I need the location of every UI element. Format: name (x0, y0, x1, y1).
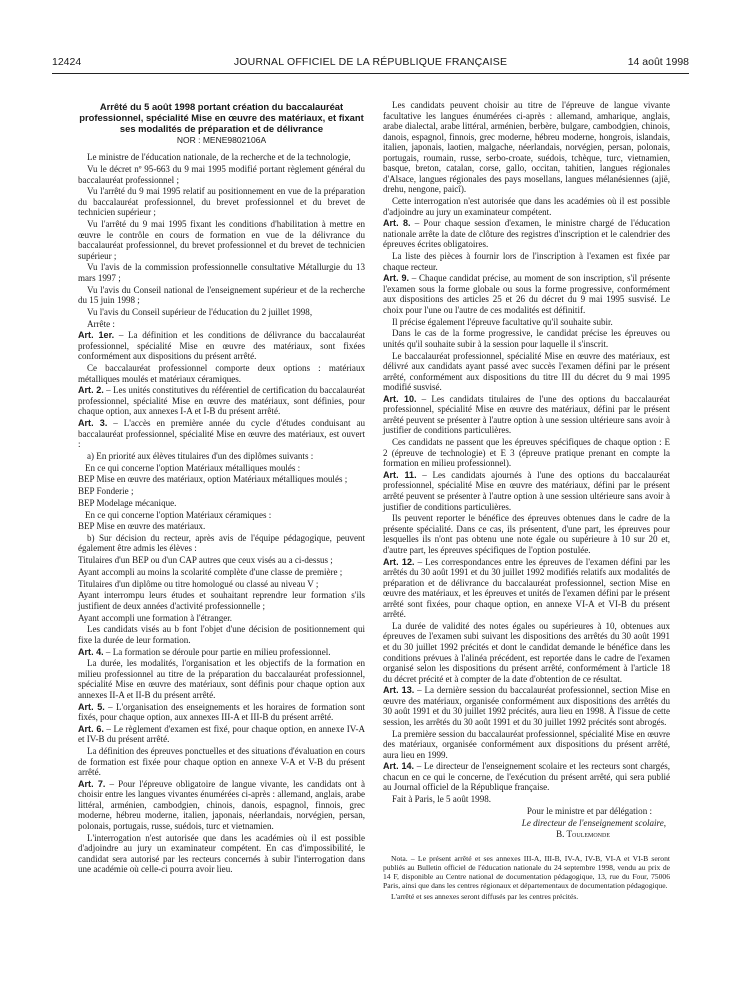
article-paragraph (78, 702, 365, 723)
article-label: Art. 14. (383, 761, 415, 772)
note-paragraph: L'arrêté et ses annexes seront diffusés par les centres précités. (391, 891, 579, 901)
note-paragraph: Nota. – Le présent arrêté et ses annexes III-A, III-B, IV-A, IV-B, VI-A et VI-B seront publiés au Bulletin officiel de l'éducation nationale du 24 septembre 1998, vendu au prix de 14 F, disponible au Centre national de documentation pédagogique, 13, rue du Four, 75006 Paris, ainsi que dans les centres régionaux et départementaux de documentation pédagogique. (383, 853, 670, 891)
issue-date: 14 août 1998 (627, 56, 689, 68)
paragraph: Les candidats peuvent choisir au titre de l'épreuve de langue vivante facultative les langues énumérées ci-après : allemand, amharique, anglais, arabe dialectal, arabe littéral, arménien, berbère, bulgare, cambodgien, chinois, danois, espagnol, finnois, grec moderne, hébreu moderne, hongrois, islandais, italien, japonais, laotien, malgache, néerlandais, norvégien, persan, polonais, portugais, roumain, russe, serbo-croate, suédois, tchèque, turc, vietnamien, basque, breton, catalan, corse, gallo, occitan, tahitien, langues régionales d'Alsace, langues régionales des pays mosellans, langues mélanésiennes (ajië, drehu, nengone, paicî). (383, 100, 670, 195)
paragraph: En ce qui concerne l'option Matériaux céramiques : (85, 509, 272, 520)
article-paragraph (78, 385, 365, 417)
signature-line-2: Le directeur de l'enseignement scolaire, (521, 817, 666, 828)
decree-title: Arrêté du 5 août 1998 portant création du baccalauréat professionnel, spécialité Mise en œuvre des matériaux, et fixant ses modalités de préparation et de délivrance (79, 101, 364, 134)
article-label: Art. 8. (383, 218, 411, 229)
paragraph: Vu le décret nº 95-663 du 9 mai 1995 modifié portant règlement général du baccalauréat professionnel ; (78, 164, 365, 185)
article-text: – Pour l'épreuve obligatoire de langue vivante, les candidats ont à choisir entre les langues vivantes énumérées ci-après : allemand, anglais, arabe littéral, arménien, cambodgien, chinois, danois, espagnol, finnois, grec moderne, hébreu moderne, italien, japonais, néerlandais, norvégien, persan, polonais, portugais, russe, suédois, turc et vietnamien. (78, 778, 365, 832)
paragraph: L'interrogation n'est autorisée que dans les académies où il est possible d'adjoindre au jury un examinateur compétent. En cas d'impossibilité, le candidat sera autorisé par les recteurs concernés à subir l'interrogation dans une académie où celle-ci pourra avoir lieu. (78, 832, 365, 875)
article-paragraph (383, 394, 670, 436)
article-label: Art. 5. (78, 701, 105, 712)
paragraph: Vu l'arrêté du 9 mai 1995 relatif au positionnement en vue de la préparation du baccalauréat professionnel, du brevet professionnel et du brevet de technicien supérieur ; (78, 186, 365, 218)
paragraph: Titulaires d'un BEP ou d'un CAP autres que ceux visés au a ci-dessus ; (78, 555, 333, 566)
article-paragraph (383, 218, 670, 250)
paragraph: La première session du baccalauréat professionnel, spécialité Mise en œuvre des matériaux, organisée conformément aux dispositions du présent arrêté, aura lieu en 1999. (383, 728, 670, 760)
article-paragraph (383, 273, 670, 315)
paragraph: Ayant accompli une formation à l'étranger. (78, 612, 233, 623)
journal-title: JOURNAL OFFICIEL DE LA RÉPUBLIQUE FRANÇAISE (233, 56, 508, 68)
paragraph: Ces candidats ne passent que les épreuves spécifiques de chaque option : E 2 (épreuve de technologie) et E 3 (épreuve pratique prenant en compte la formation en milieu professionnel). (383, 437, 670, 469)
paragraph: BEP Mise en œuvre des matériaux, option Matériaux métalliques moulés ; (78, 474, 348, 485)
article-label: Art. 7. (78, 778, 106, 789)
paragraph: La liste des pièces à fournir lors de l'inscription à l'examen est fixée par chaque recteur. (383, 251, 670, 272)
article-text: – La formation se déroule pour partie en milieu professionnel. (103, 646, 331, 657)
article-label: Art. 12. (383, 556, 415, 567)
article-text: – Le règlement d'examen est fixé, pour chaque option, en annexe IV-A et IV-B du présent arrêté. (78, 723, 365, 745)
paragraph: Arrête : (87, 318, 115, 329)
article-paragraph (78, 724, 365, 745)
article-label: Art. 6. (78, 723, 104, 734)
paragraph: Dans le cas de la forme progressive, le candidat précise les épreuves ou unités qu'il souhaite subir à la session pour laquelle il s'inscrit. (383, 328, 670, 349)
article-paragraph (383, 470, 670, 512)
paragraph: Ils peuvent reporter le bénéfice des épreuves obtenues dans le cadre de la présente spécialité. Dans ce cas, ils présentent, d'une part, les épreuves pour lesquelles ils n'ont pas obtenu une note égale ou supérieure à 10 sur 20 et, d'autre part, les épreuves spécifiques de l'option postulée. (383, 513, 670, 555)
page-number: 12424 (52, 56, 82, 68)
article-text: – Chaque candidat précise, au moment de son inscription, s'il présente l'examen sous la forme globale ou sous la forme progressive, conformément aux dispositions des articles 25 et 26 du décret du 9 mai 1995 susvisé. Le choix pour l'une ou l'autre de ces modalités est définitif. (383, 273, 670, 315)
note-block (383, 854, 670, 901)
nor-reference: NOR : MENE9802106A (176, 135, 267, 146)
article-text: – La définition et les conditions de délivrance du baccalauréat professionnel, spécialité Mise en œuvre des matériaux, sont fixées conformément aux dispositions du présent arrêté. (78, 330, 365, 362)
paragraph: Ayant accompli au moins la scolarité complète d'une classe de première ; (78, 566, 343, 577)
article-paragraph (383, 685, 670, 727)
article-paragraph (383, 557, 670, 620)
paragraph: Ce baccalauréat professionnel comporte deux options : matériaux métalliques moulés et matériaux céramiques. (78, 363, 365, 384)
paragraph: a) En priorité aux élèves titulaires d'un des diplômes suivants : (87, 450, 314, 461)
paragraph: Vu l'avis du Conseil national de l'enseignement supérieur et de la recherche du 15 juin 1998 ; (78, 284, 365, 306)
signature-name: B. Toulemonde (556, 829, 610, 840)
page-header (52, 56, 689, 72)
article-label: Art. 9. (383, 273, 410, 284)
paragraph: Vu l'arrêté du 9 mai 1995 fixant les conditions d'habilitation à mettre en œuvre le contrôle en cours de formation en vue de la délivrance du baccalauréat professionnel, du brevet professionnel et du brevet de technicien supérieur ; (78, 219, 365, 261)
paragraph: Cette interrogation n'est autorisée que dans les académies où il est possible d'adjoindre au jury un examinateur compétent. (383, 195, 670, 217)
paragraph: Il précise également l'épreuve facultative qu'il souhaite subir. (392, 316, 613, 327)
paragraph: Ayant interrompu leurs études et souhaitant reprendre leur formation s'ils justifient de deux années d'activité professionnelle ; (78, 590, 365, 611)
article-paragraph (78, 779, 365, 832)
article-paragraph (78, 647, 365, 658)
header-rule (52, 73, 689, 74)
article-text: – Les correspondances entre les épreuves de l'examen défini par les arrêtés du 30 août 1991 et du 30 juillet 1992 modifiés relatifs aux modalités de préparation et de délivrance du baccalauréat professionnel, section Mise en œuvre des matériaux, et les épreuves et unités de l'examen défini par le présent arrêté sont fixées, pour chaque option, en annexe VI-A et VI-B du présent arrêté. (383, 556, 671, 620)
article-label: Art. 11. (383, 469, 417, 480)
paragraph: La définition des épreuves ponctuelles et des situations d'évaluation en cours de formation est fixée pour chaque option en annexe V-A et V-B du présent arrêté. (78, 746, 365, 778)
left-column (78, 100, 365, 876)
paragraph: b) Sur décision du recteur, après avis de l'équipe pédagogique, peuvent également être admis les élèves : (78, 532, 365, 554)
paragraph: BEP Mise en œuvre des matériaux. (78, 521, 206, 532)
article-label: Art. 3. (78, 418, 108, 429)
article-text: – L'accès en première année du cycle d'études conduisant au baccalauréat professionnel, spécialité Mise en œuvre des matériaux, est ouvert : (78, 418, 365, 450)
article-paragraph (383, 761, 670, 793)
paragraph: BEP Modelage mécanique. (78, 497, 177, 508)
paragraph: Le ministre de l'éducation nationale, de la recherche et de la technologie, (87, 152, 351, 163)
article-text: – Les candidats ajournés à l'une des options du baccalauréat professionnel, spécialité Mise en œuvre des matériaux, défini par le présent arrêté peuvent se présenter à l'autre option à une session ultérieure sans avoir à justifier de conditions particulières. (383, 469, 670, 512)
right-column (383, 100, 670, 902)
paragraph: Vu l'avis du Conseil supérieur de l'éducation du 2 juillet 1998, (87, 306, 313, 317)
paragraph: La durée de validité des notes égales ou supérieures à 10, obtenues aux épreuves de l'examen subi suivant les dispositions des arrêtés du 30 août 1991 et du 30 juillet 1992 précités et dont le candidat demande le bénéfice dans les conditions prévues à l'alinéa précédent, est reportée dans le cadre de l'examen organisé selon les dispositions du présent arrêté, conformément à l'article 18 du décret précité et à compter de la date d'obtention de ce résultat. (383, 620, 670, 684)
article-paragraph (78, 418, 365, 450)
paragraph: La durée, les modalités, l'organisation et les objectifs de la formation en milieu professionnel au titre de la préparation du baccalauréat professionnel, spécialité Mise en œuvre des matériaux, sont définis pour chaque option aux annexes II-A et II-B du présent arrêté. (78, 658, 365, 700)
paragraph: BEP Fonderie ; (78, 486, 134, 497)
article-text: – Les unités constitutives du référentiel de certification du baccalauréat professionnel, spécialité Mise en œuvre des matériaux, sont définies, pour chaque option, aux annexes I-A et I-B du présent arrêté. (78, 385, 365, 417)
paragraph: Titulaires d'un diplôme ou titre homologué ou classé au niveau V ; (78, 578, 319, 589)
paragraph: Les candidats visés au b font l'objet d'une décision de positionnement qui fixe la durée de leur formation. (78, 624, 365, 645)
article-label: Art. 13. (383, 685, 415, 696)
paragraph: Vu l'avis de la commission professionnelle consultative Métallurgie du 13 mars 1997 ; (78, 262, 365, 283)
signature-line-1: Pour le ministre et par délégation : (526, 805, 652, 816)
article-label: Art. 2. (78, 385, 104, 396)
article-text: – Pour chaque session d'examen, le ministre chargé de l'éducation nationale arrête la date de clôture des registres d'inscription et le calendrier des épreuves écrites obligatoires. (383, 218, 670, 250)
article-label: Art. 4. (78, 646, 104, 657)
article-paragraph (78, 330, 365, 362)
paragraph: Fait à Paris, le 5 août 1998. (392, 794, 491, 805)
article-text: – La dernière session du baccalauréat professionnel, section Mise en œuvre des matériaux, organisée conformément aux dispositions des arrêtés du 30 août 1991 et du 30 juillet 1992 précités, aura lieu en 1998. À l'issue de cette session, les arrêtés du 30 août 1991 et du 30 juillet 1992 précités sont abrogés. (383, 685, 670, 727)
article-label: Art. 1er. (78, 330, 115, 341)
paragraph: En ce qui concerne l'option Matériaux métalliques moulés : (85, 462, 301, 473)
article-label: Art. 10. (383, 393, 417, 404)
paragraph: Le baccalauréat professionnel, spécialité Mise en œuvre des matériaux, est délivré aux candidats ayant passé avec succès l'examen défini par le présent arrêté, conformément aux dispositions du titre III du décret du 9 mai 1995 modifié susvisé. (383, 350, 670, 393)
article-text: – L'organisation des enseignements et les horaires de formation sont fixés, pour chaque option, aux annexes III-A et III-B du présent arrêté. (78, 701, 366, 723)
article-text: – Le directeur de l'enseignement scolaire et les recteurs sont chargés, chacun en ce qui le concerne, de l'exécution du présent arrêté, qui sera publié au Journal officiel de la République française. (383, 761, 671, 793)
article-text: – Les candidats titulaires de l'une des options du baccalauréat professionnel, spécialité Mise en œuvre des matériaux, défini par le présent arrêté peuvent se présenter à l'autre option à une session ultérieure sans avoir à justifier de conditions particulières. (383, 393, 670, 436)
